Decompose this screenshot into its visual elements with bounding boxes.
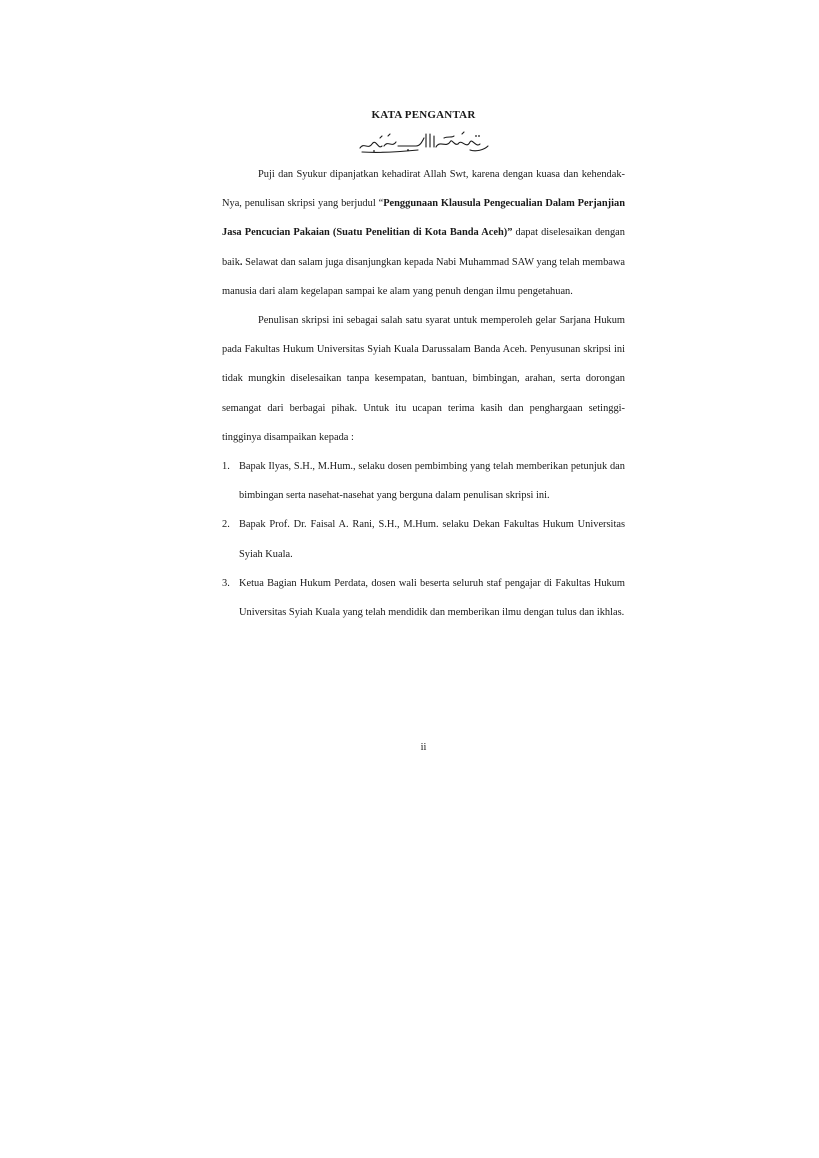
list-number: 2.	[222, 519, 230, 531]
basmala-calligraphy-icon	[358, 128, 492, 154]
list-item	[222, 510, 625, 568]
list-number: 3.	[222, 577, 230, 589]
bold-period: .	[239, 256, 243, 268]
list-item	[222, 569, 625, 627]
list-text: Bapak Ilyas, S.H., M.Hum., selaku dosen pembimbing yang telah memberikan petunjuk dan bimbingan serta nasehat-nasehat yang berguna dalam penulisan skripsi ini.	[239, 461, 625, 502]
paragraph-intro	[222, 160, 625, 306]
list-item	[222, 452, 625, 510]
thesis-title: Penggunaan Klausula Pengecualian Dalam Perjanjian Jasa Pencucian Pakaian (Suatu Penelitian di Kota Banda Aceh)”	[222, 198, 625, 239]
list-text: Bapak Prof. Dr. Faisal A. Rani, S.H., M.Hum. selaku Dekan Fakultas Hukum Universitas Syiah Kuala.	[239, 519, 625, 560]
page-title: KATA PENGANTAR	[371, 109, 476, 121]
intro-text-2: dapat diselesaikan dengan baik	[222, 227, 625, 268]
list-number: 1.	[222, 461, 230, 473]
page-number: ii	[420, 742, 427, 753]
paragraph-purpose: Penulisan skripsi ini sebagai salah satu syarat untuk memperoleh gelar Sarjana Hukum pada Fakultas Hukum Universitas Syiah Kuala Darussalam Banda Aceh. Penyusunan skripsi ini tidak mungkin diselesaikan tanpa kesempatan, bantuan, bimbingan, arahan, serta dorongan semangat dari berbagai pihak. Untuk itu ucapan terima kasih dan penghargaan setinggi-tingginya disampaikan kepada :	[222, 315, 625, 443]
intro-text-3: Selawat dan salam juga disanjungkan kepada Nabi Muhammad SAW yang telah membawa manusia dari alam kegelapan sampai ke alam yang penuh dengan ilmu pengetahuan.	[222, 256, 625, 297]
acknowledgement-list	[222, 452, 625, 627]
list-text: Ketua Bagian Hukum Perdata, dosen wali beserta seluruh staf pengajar di Fakultas Hukum Universitas Syiah Kuala yang telah mendidik dan memberikan ilmu dengan tulus dan ikhlas.	[239, 577, 625, 619]
intro-text-1: Puji dan Syukur dipanjatkan kehadirat Allah Swt, karena dengan kuasa dan kehendak-Nya, penulisan skripsi yang berjudul “	[222, 169, 625, 210]
body-text	[222, 160, 625, 627]
